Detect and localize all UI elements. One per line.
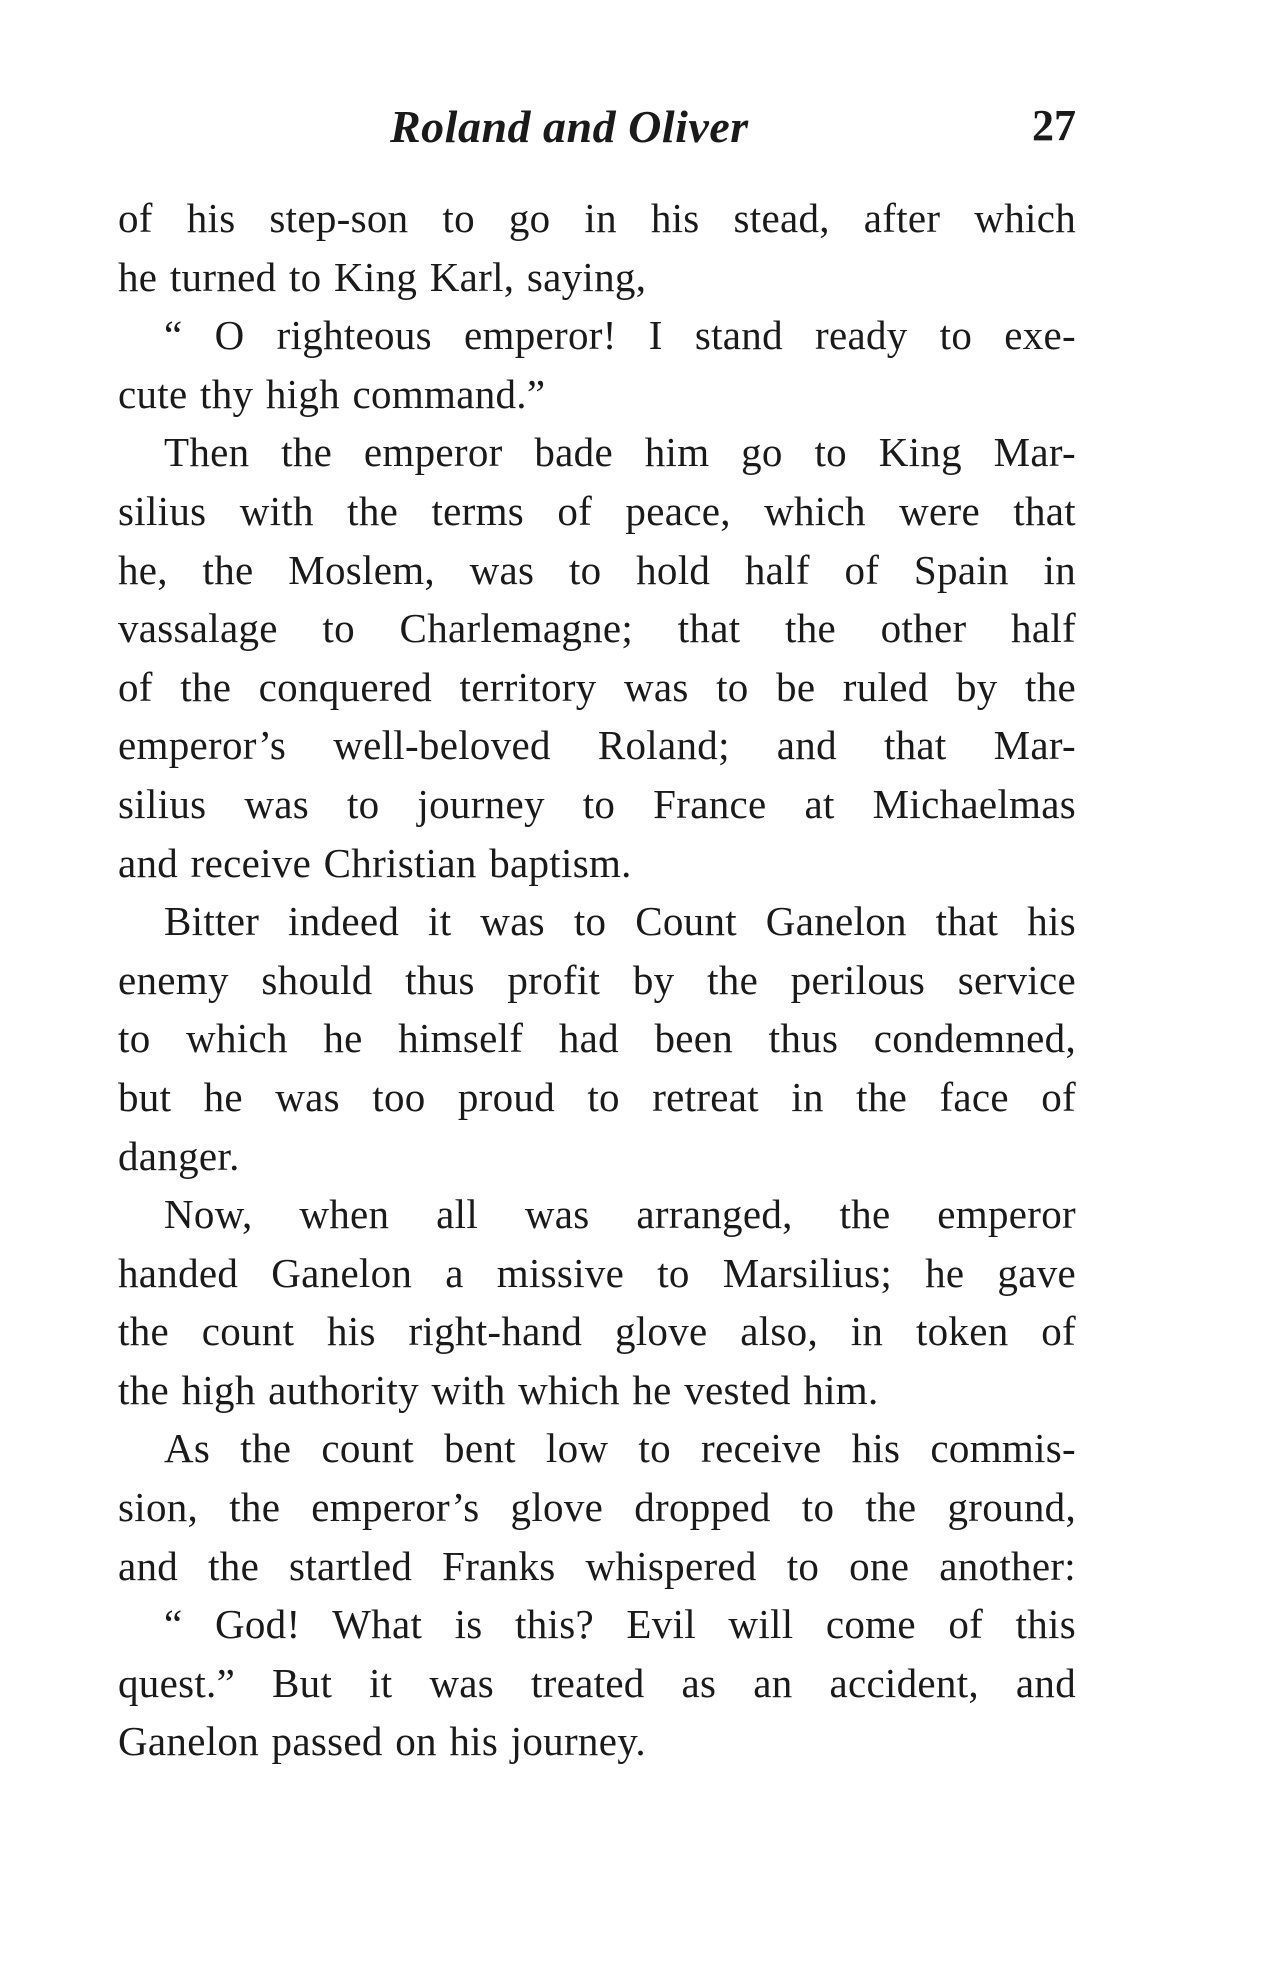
- text-line: of his step-son to go in his stead, after which: [118, 195, 1076, 241]
- text-line: cute thy high command.”: [118, 370, 546, 417]
- text-line: Then the emperor bade him go to King Mar-: [164, 429, 1076, 476]
- text-line: quest.” But it was treated as an accident, and: [118, 1659, 1076, 1706]
- text-line: he, the Moslem, was to hold half of Spain in: [118, 546, 1076, 593]
- text-line: he turned to King Karl, saying,: [118, 253, 647, 300]
- text-line: to which he himself had been thus condemned,: [118, 1015, 1076, 1062]
- text-line: and receive Christian baptism.: [118, 839, 632, 886]
- text-line: of the conquered territory was to be ruled by the: [118, 663, 1076, 710]
- text-line: the count his right-hand glove also, in token of: [118, 1308, 1076, 1355]
- body-text: [118, 189, 1076, 1771]
- running-title: Roland and Oliver: [390, 101, 749, 152]
- text-line: handed Ganelon a missive to Marsilius; he gave: [118, 1249, 1076, 1296]
- text-line: “ God! What is this? Evil will come of this: [164, 1601, 1076, 1648]
- text-line: Now, when all was arranged, the emperor: [164, 1191, 1076, 1238]
- text-line: Bitter indeed it was to Count Ganelon that his: [164, 898, 1076, 945]
- text-line: danger.: [118, 1132, 240, 1179]
- page-number: 27: [1032, 101, 1076, 150]
- text-line: sion, the emperor’s glove dropped to the ground,: [118, 1484, 1076, 1531]
- text-line: but he was too proud to retreat in the face of: [118, 1073, 1076, 1120]
- text-line: “ O righteous emperor! I stand ready to exe-: [164, 312, 1076, 359]
- text-line: and the startled Franks whispered to one another:: [118, 1542, 1076, 1589]
- text-line: enemy should thus profit by the perilous service: [118, 956, 1076, 1003]
- text-line: silius was to journey to France at Michaelmas: [118, 780, 1076, 827]
- text-line: emperor’s well-beloved Roland; and that Mar-: [118, 722, 1076, 769]
- text-line: the high authority with which he vested him.: [118, 1366, 879, 1413]
- text-line: silius with the terms of peace, which were that: [118, 487, 1076, 534]
- text-line: Ganelon passed on his journey.: [118, 1718, 646, 1765]
- text-line: vassalage to Charlemagne; that the other half: [118, 605, 1076, 652]
- text-line: As the count bent low to receive his commis-: [164, 1425, 1076, 1472]
- running-head: [118, 100, 1076, 160]
